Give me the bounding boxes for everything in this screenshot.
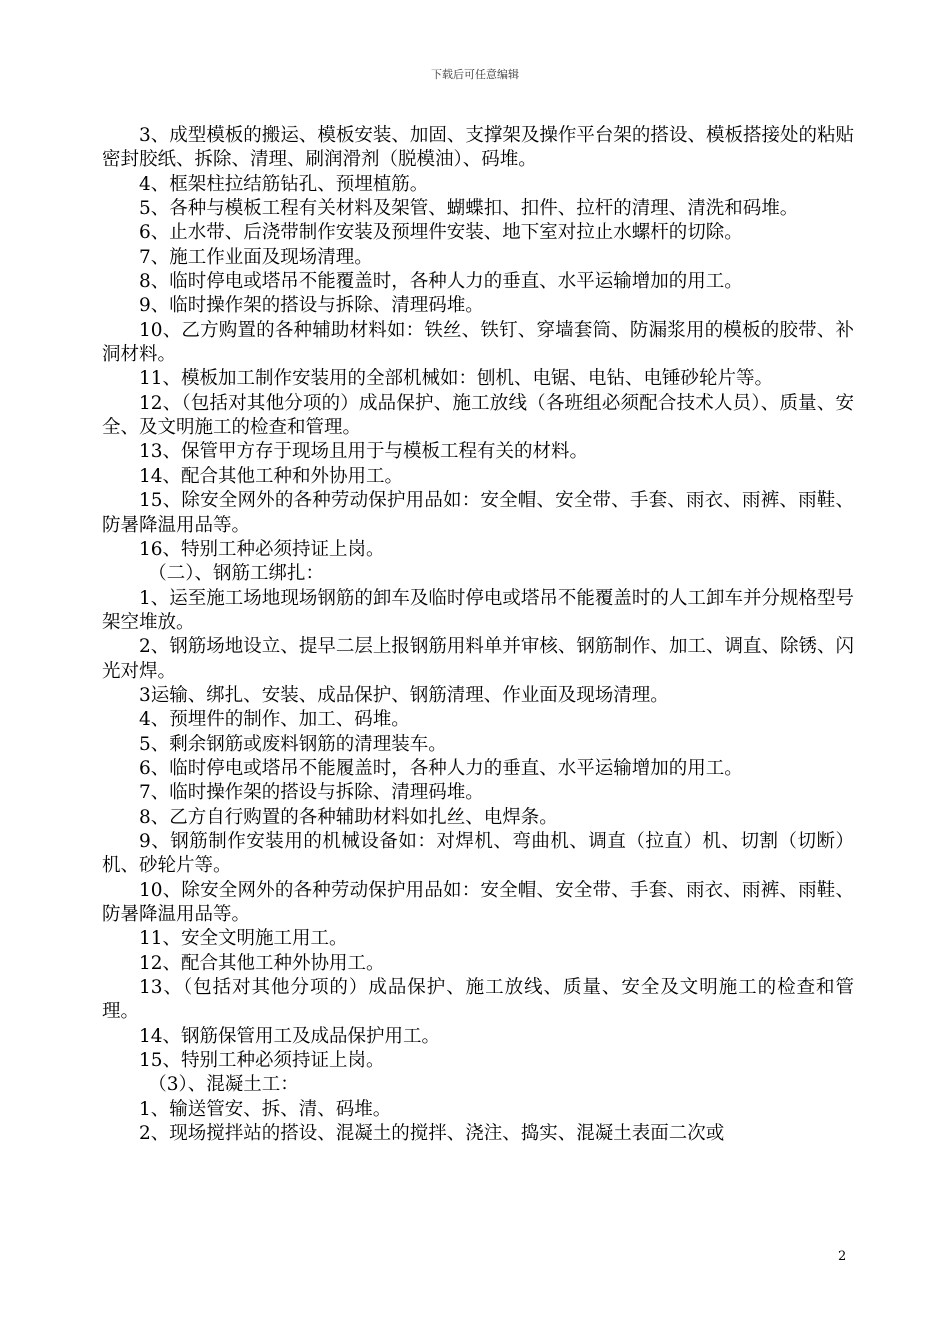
paragraph: 7、临时操作架的搭设与拆除、清理码堆。 [139,782,484,804]
section-heading: （3）、混凝土工： [148,1074,299,1096]
paragraph: 8、乙方自行购置的各种辅助材料如扎丝、电焊条。 [139,806,558,828]
paragraph: 7、施工作业面及现场清理。 [139,246,373,268]
paragraph: 13、保管甲方存于现场且用于与模板工程有关的材料。 [139,441,589,463]
paragraph: 3运输、绑扎、安装、成品保护、钢筋清理、作业面及现场清理。 [139,684,669,706]
document-body [102,124,854,1146]
paragraph: 3、成型模板的搬运、模板安装、加固、支撑架及操作平台架的搭设、模板搭接处的粘贴密封胶纸、拆除、清理、刷润滑剂（脱模油）、码堆。 [102,125,854,171]
paragraph: 8、临时停电或塔吊不能覆盖时，各种人力的垂直、水平运输增加的用工。 [139,271,743,293]
paragraph: 1、输送管安、拆、清、码堆。 [139,1098,392,1120]
paragraph: 10、乙方购置的各种辅助材料如：铁丝、铁钉、穿墙套筒、防漏浆用的模板的胶带、补洞材料。 [102,319,854,366]
paragraph: 15、特别工种必须持证上岗。 [139,1050,385,1072]
paragraph: 12、配合其他工种外协用工。 [139,952,385,974]
paragraph: 5、各种与模板工程有关材料及架管、蝴蝶扣、扣件、拉杆的清理、清洗和码堆。 [139,198,799,220]
paragraph: 2、钢筋场地设立、提早二层上报钢筋用料单并审核、钢筋制作、加工、调直、除锈、闪光对焊。 [102,636,854,682]
page-number: 2 [838,1249,847,1264]
paragraph: 11、模板加工制作安装用的全部机械如：刨机、电锯、电钻、电锤砂轮片等。 [139,368,774,390]
paragraph: 9、临时操作架的搭设与拆除、清理码堆。 [139,295,484,317]
paragraph: 5、剩余钢筋或废料钢筋的清理装车。 [139,733,447,755]
paragraph: 4、预埋件的制作、加工、码堆。 [139,709,410,731]
paragraph: 11、安全文明施工用工。 [139,928,348,950]
page-header: 下载后可任意编辑 [431,68,519,81]
paragraph: 16、特别工种必须持证上岗。 [139,538,385,560]
paragraph: 1、运至施工场地现场钢筋的卸车及临时停电或塔吊不能覆盖时的人工卸车并分规格型号架空堆放。 [102,587,854,633]
paragraph: 9、钢筋制作安装用的机械设备如：对焊机、弯曲机、调直（拉直）机、切割（切断）机、砂轮片等。 [102,830,854,877]
paragraph: 10、除安全网外的各种劳动保护用品如：安全帽、安全带、手套、雨衣、雨裤、雨鞋、防暑降温用品等。 [102,879,854,925]
paragraph: 14、配合其他工种和外协用工。 [139,465,404,487]
paragraph: 6、止水带、后浇带制作安装及预埋件安装、地下室对拉止水螺杆的切除。 [139,222,743,244]
paragraph: 12、（包括对其他分项的）成品保护、施工放线（各班组必须配合技术人员）、质量、安全、及文明施工的检查和管理。 [102,392,854,439]
paragraph: 6、临时停电或塔吊不能履盖时，各种人力的垂直、水平运输增加的用工。 [139,757,743,779]
paragraph: 2、现场搅拌站的搭设、混凝土的搅拌、浇注、捣实、混凝土表面二次或 [139,1123,725,1145]
paragraph: 15、除安全网外的各种劳动保护用品如：安全帽、安全带、手套、雨衣、雨裤、雨鞋、防暑降温用品等。 [102,490,854,536]
section-heading: （二）、钢筋工绑扎： [148,563,325,585]
paragraph: 14、钢筋保管用工及成品保护用工。 [139,1025,441,1047]
paragraph: 13、（包括对其他分项的）成品保护、施工放线、质量、安全及文明施工的检查和管理。 [102,977,854,1023]
paragraph: 4、框架柱拉结筋钻孔、预埋植筋。 [139,173,429,195]
